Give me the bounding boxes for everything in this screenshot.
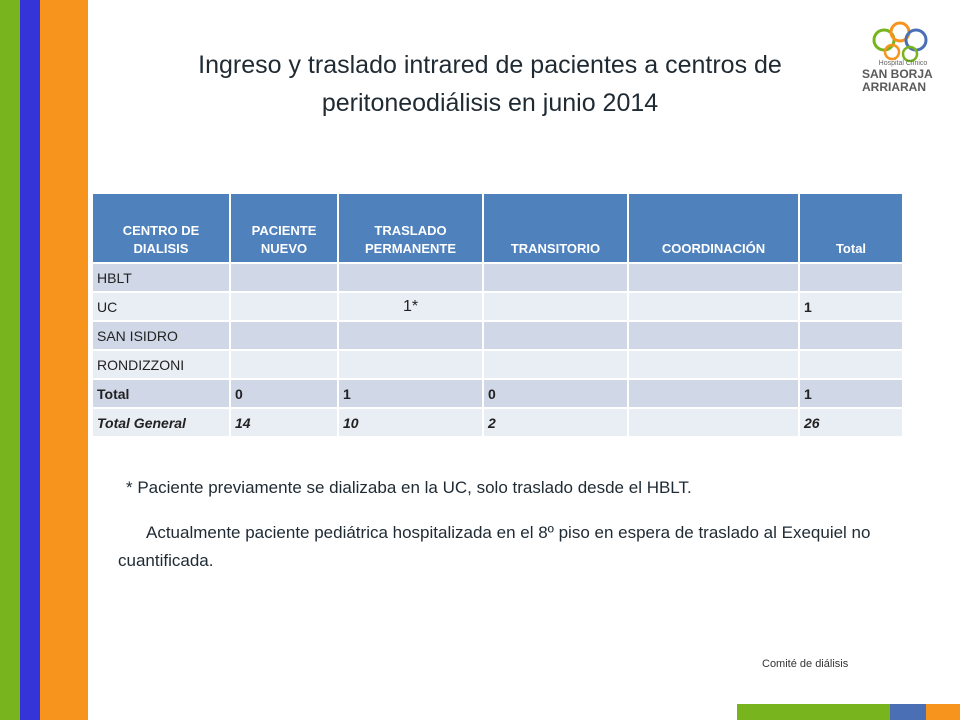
left-stripe-blue	[20, 0, 40, 720]
cell-paciente-nuevo	[230, 321, 338, 350]
bottom-bar-green	[737, 704, 890, 720]
table-row	[93, 292, 903, 321]
table-row-total	[93, 379, 903, 408]
table-row	[93, 321, 903, 350]
title-line-2: peritoneodiálisis en junio 2014	[321, 89, 659, 117]
cell-coordinacion	[628, 321, 799, 350]
footer-text: Comité de diálisis	[762, 658, 849, 670]
cell-traslado-permanente	[338, 263, 483, 292]
logo-subtitle: Hospital Clínico	[878, 60, 928, 67]
left-stripe-orange	[40, 0, 88, 720]
cell-traslado-permanente	[338, 321, 483, 350]
cell-coordinacion	[628, 292, 799, 321]
cell-coordinacion	[628, 263, 799, 292]
cell-coordinacion	[628, 379, 799, 408]
cell-total: 1	[799, 292, 903, 321]
cell-transitorio: 2	[483, 408, 628, 436]
cell-traslado-permanente: 10	[338, 408, 483, 436]
header-centro: CENTRO DE DIALISIS	[93, 194, 230, 263]
cell-total: 1	[799, 379, 903, 408]
logo-line-2: ARRIARAN	[862, 80, 926, 94]
cell-label: RONDIZZONI	[93, 350, 230, 379]
cell-total	[799, 263, 903, 292]
cell-label: Total General	[93, 408, 230, 436]
left-stripe-green	[0, 0, 20, 720]
cell-transitorio	[483, 350, 628, 379]
cell-paciente-nuevo: 0	[230, 379, 338, 408]
table-row	[93, 350, 903, 379]
table-row-total-general	[93, 408, 903, 436]
title-line-1: Ingreso y traslado intrared de pacientes a centros de	[198, 51, 782, 79]
cell-label: HBLT	[93, 263, 230, 292]
cell-transitorio: 0	[483, 379, 628, 408]
cell-traslado-permanente: 1*	[338, 292, 483, 321]
cell-coordinacion	[628, 350, 799, 379]
cell-traslado-permanente: 1	[338, 379, 483, 408]
logo-line-1: SAN BORJA	[862, 67, 933, 81]
bottom-bar-blue	[890, 704, 926, 720]
cell-transitorio	[483, 321, 628, 350]
logo-wordmark	[862, 68, 944, 94]
cell-label: SAN ISIDRO	[93, 321, 230, 350]
header-transitorio: TRANSITORIO	[483, 194, 628, 263]
cell-paciente-nuevo	[230, 292, 338, 321]
footnote-text: * Paciente previamente se dializaba en la UC, solo traslado desde el HBLT.	[126, 478, 692, 497]
header-traslado-permanente: TRASLADO PERMANENTE	[338, 194, 483, 263]
bottom-bar-orange	[926, 704, 960, 720]
cell-total: 26	[799, 408, 903, 436]
cell-paciente-nuevo	[230, 350, 338, 379]
cell-transitorio	[483, 292, 628, 321]
cell-transitorio	[483, 263, 628, 292]
table-row	[93, 263, 903, 292]
cell-total	[799, 321, 903, 350]
cell-traslado-permanente	[338, 350, 483, 379]
cell-paciente-nuevo: 14	[230, 408, 338, 436]
header-total: Total	[799, 194, 903, 263]
dialysis-table	[93, 194, 904, 436]
header-coordinacion: COORDINACIÓN	[628, 194, 799, 263]
cell-paciente-nuevo	[230, 263, 338, 292]
cell-total	[799, 350, 903, 379]
slide-title	[110, 46, 870, 122]
note-paragraph: Actualmente paciente pediátrica hospitalizada en el 8º piso en espera de traslado al Exequiel no cuantificada.	[118, 523, 871, 570]
table-header-row	[93, 194, 903, 263]
cell-label: UC	[93, 292, 230, 321]
cell-coordinacion	[628, 408, 799, 436]
header-paciente-nuevo: PACIENTE NUEVO	[230, 194, 338, 263]
cell-label: Total	[93, 379, 230, 408]
